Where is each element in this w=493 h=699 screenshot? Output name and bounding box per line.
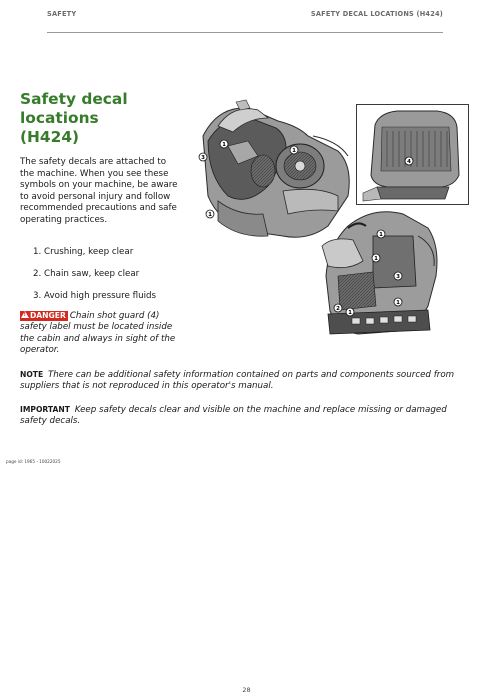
callout-marker xyxy=(372,254,380,262)
callout-label: 2 xyxy=(336,306,340,313)
intro-paragraph: The safety decals are attached to the machine. When you see these symbols on your machine, be aware to avoid personal injury and follow recommended precautions and safe operating practices. xyxy=(20,157,178,225)
callout-marker xyxy=(394,272,402,280)
callout-label: 1 xyxy=(379,232,383,239)
callout-marker xyxy=(405,157,413,165)
important-text: Keep safety decals clear and visible on the machine and replace missing or damaged safety decals. xyxy=(20,405,447,427)
note-message xyxy=(20,369,465,393)
callout-label: 4 xyxy=(407,159,411,166)
list-item: 3. Avoid high pressure fluids xyxy=(33,291,157,301)
running-header-left: SAFETY xyxy=(47,10,77,18)
note-label: NOTE xyxy=(20,370,44,379)
callout-label: 1 xyxy=(396,300,400,307)
warning-triangle-icon xyxy=(21,311,29,318)
page-title xyxy=(20,90,180,147)
title-line: Safety decal xyxy=(20,90,128,108)
callout-label: 1 xyxy=(222,142,226,149)
cabin-inset-illustration xyxy=(356,104,469,205)
decal-list xyxy=(33,247,156,313)
list-item: 2. Chain saw, keep clear xyxy=(33,269,140,279)
callout-label: 1 xyxy=(348,310,352,317)
callout-label: 1 xyxy=(374,256,378,263)
callout-marker xyxy=(290,146,298,154)
danger-message xyxy=(20,311,180,357)
harvester-head-rear-view xyxy=(318,206,444,341)
chain-shot-guard-view xyxy=(357,105,468,204)
callout-marker xyxy=(394,298,402,306)
list-item: 1. Crushing, keep clear xyxy=(33,247,134,257)
important-label: IMPORTANT xyxy=(20,405,70,414)
callout-marker xyxy=(377,230,385,238)
callout-marker xyxy=(334,304,342,312)
harvester-head-rear-illustration xyxy=(318,206,444,341)
title-line: (H424) xyxy=(20,128,80,146)
callout-marker xyxy=(346,308,354,316)
running-header-right: SAFETY DECAL LOCATIONS (H424) xyxy=(310,10,443,18)
callout-label: 3 xyxy=(201,155,205,162)
page-id: page id: 1965 - 10022025 xyxy=(6,459,61,464)
important-message xyxy=(20,404,465,428)
danger-text: Chain shot guard (4) safety label must be located inside the cabin and always in sight of the operator. xyxy=(20,311,176,356)
callout-marker xyxy=(199,153,207,161)
callout-label: 3 xyxy=(396,274,400,281)
title-line: locations xyxy=(20,109,99,127)
callout-marker xyxy=(220,140,228,148)
callout-label: 1 xyxy=(292,148,296,155)
note-text: There can be additional safety information contained on parts and components sourced from suppliers that is not reproduced in this operator's manual. xyxy=(20,370,455,392)
page-number: 28 xyxy=(242,686,251,694)
danger-badge-label: DANGER xyxy=(30,311,66,320)
callout-marker xyxy=(206,210,214,218)
danger-badge xyxy=(20,311,68,321)
callout-label: 1 xyxy=(208,212,212,219)
header-rule xyxy=(47,32,443,33)
